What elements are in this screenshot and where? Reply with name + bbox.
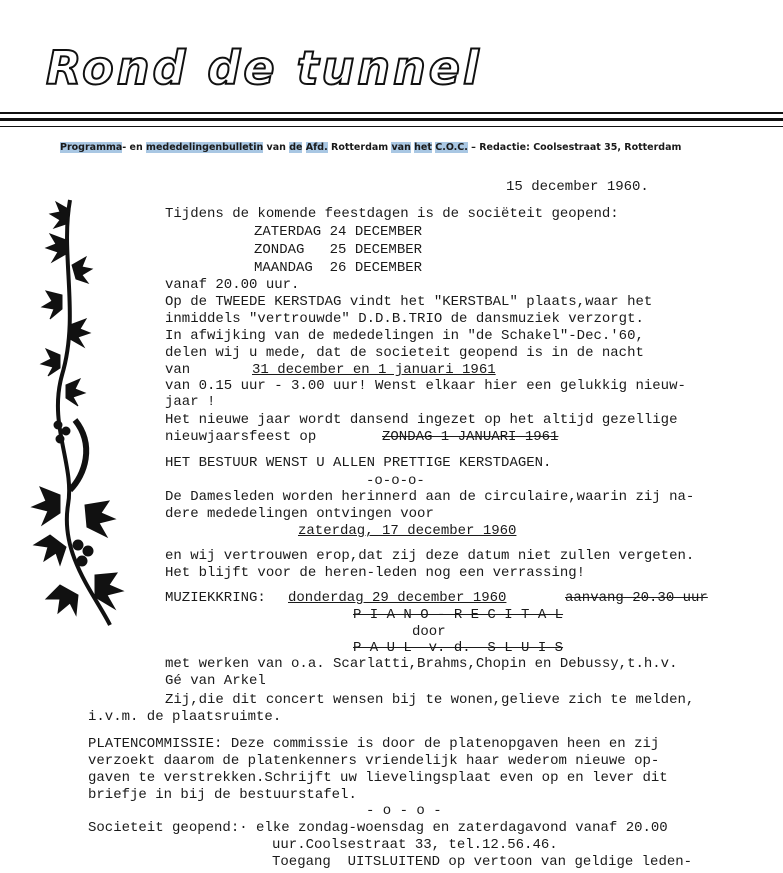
text-line: delen wij u mede, dat de societeit geopend is in de nacht [165,345,644,361]
separator: - o - o - [366,803,442,819]
text-line: Toegang UITSLUITEND op vertoon van geldige leden- [272,854,693,870]
text-line: door [412,624,446,640]
text-line: PLATENCOMMISSIE: Deze commissie is door de platenopgaven heen en zij [88,736,660,752]
subtitle-part: Programma [60,142,123,153]
separator: -o-o-o- [366,473,425,489]
text-line: jaar ! [165,394,216,410]
subtitle-part: C.O.C. [435,142,468,153]
subtitle-line [60,142,681,153]
text-line: MUZIEKKRING: [165,590,266,606]
text-line: van [165,362,191,378]
issue-date: 15 december 1960. [506,179,649,195]
text-line: met werken van o.a. Scarlatti,Brahms,Chopin en Debussy,t.h.v. [165,656,678,672]
text-line: P A U L v. d. S L U I S [353,640,564,656]
text-line: Op de TWEEDE KERSTDAG vindt het "KERSTBAL" plaats,waar het [165,294,653,310]
text-line: dere mededelingen ontvingen voor [165,506,434,522]
text-line: aanvang 20.30 uur [565,590,708,606]
masthead-rule-middle [0,118,783,121]
text-line: donderdag 29 december 1960 [288,590,507,606]
text-line: ZATERDAG 24 DECEMBER [254,224,423,240]
subtitle-part: van [263,142,290,153]
text-line: Het nieuwe jaar wordt dansend ingezet op het altijd gezellige [165,412,678,428]
text-line: i.v.m. de plaatsruimte. [88,709,282,725]
text-line: Societeit geopend:· elke zondag-woensdag en zaterdagavond vanaf 20.00 [88,820,668,836]
text-line: HET BESTUUR WENST U ALLEN PRETTIGE KERSTDAGEN. [165,455,552,471]
text-line: De Damesleden worden herinnerd aan de circulaire,waarin zij na- [165,489,695,505]
text-line: Zij,die dit concert wensen bij te wonen,gelieve zich te melden, [165,692,695,708]
subtitle-part: - en [122,142,147,153]
text-line: Tijdens de komende feestdagen is de sociëteit geopend: [165,206,619,222]
text-line: nieuwjaarsfeest op [165,429,317,445]
text-line: 31 december en 1 januari 1961 [252,362,496,378]
text-line: verzoekt daarom de platenkenners vriendelijk haar wederom nieuwe op- [88,753,660,769]
text-line: van 0.15 uur - 3.00 uur! Wenst elkaar hier een gelukkig nieuw- [165,378,686,394]
text-line: zaterdag, 17 december 1960 [298,523,517,539]
masthead-rule-top [0,112,783,114]
holly-branch-icon [0,195,150,655]
text-line: en wij vertrouwen erop,dat zij deze datum niet zullen vergeten. [165,548,695,564]
text-line: In afwijking van de mededelingen in "de Schakel"-Dec.'60, [165,328,644,344]
subtitle-part: de [289,142,303,153]
subtitle-part: het [414,142,432,153]
text-line: inmiddels "vertrouwde" D.D.B.TRIO de dansmuziek verzorgt. [165,311,644,327]
text-line: MAANDAG 26 DECEMBER [254,260,423,276]
masthead-rule-bottom [0,126,783,127]
text-line: ZONDAG 1 JANUARI 1961 [382,429,559,445]
subtitle-part: Rotterdam [327,142,392,153]
text-line: Het blijft voor de heren-leden nog een verrassing! [165,565,586,581]
subtitle-part: mededelingenbulletin [146,142,264,153]
text-line: ZONDAG 25 DECEMBER [254,242,423,258]
text-line: briefje in bij de bestuurstafel. [88,787,357,803]
text-line: Gé van Arkel [165,673,266,689]
text-line: uur.Coolsestraat 33, tel.12.56.46. [272,837,558,853]
subtitle-part: van [391,142,411,153]
subtitle-part: Afd. [305,142,328,153]
text-line: vanaf 20.00 uur. [165,277,300,293]
text-line: gaven te verstrekken.Schrijft uw lievelingsplaat even op en lever dit [88,770,668,786]
subtitle-part: – Redactie: Coolsestraat 35, Rotterdam [467,142,682,153]
text-line: P I A N O - R E C I T A L [353,607,564,623]
masthead-title: Rond de tunnel [46,41,482,95]
